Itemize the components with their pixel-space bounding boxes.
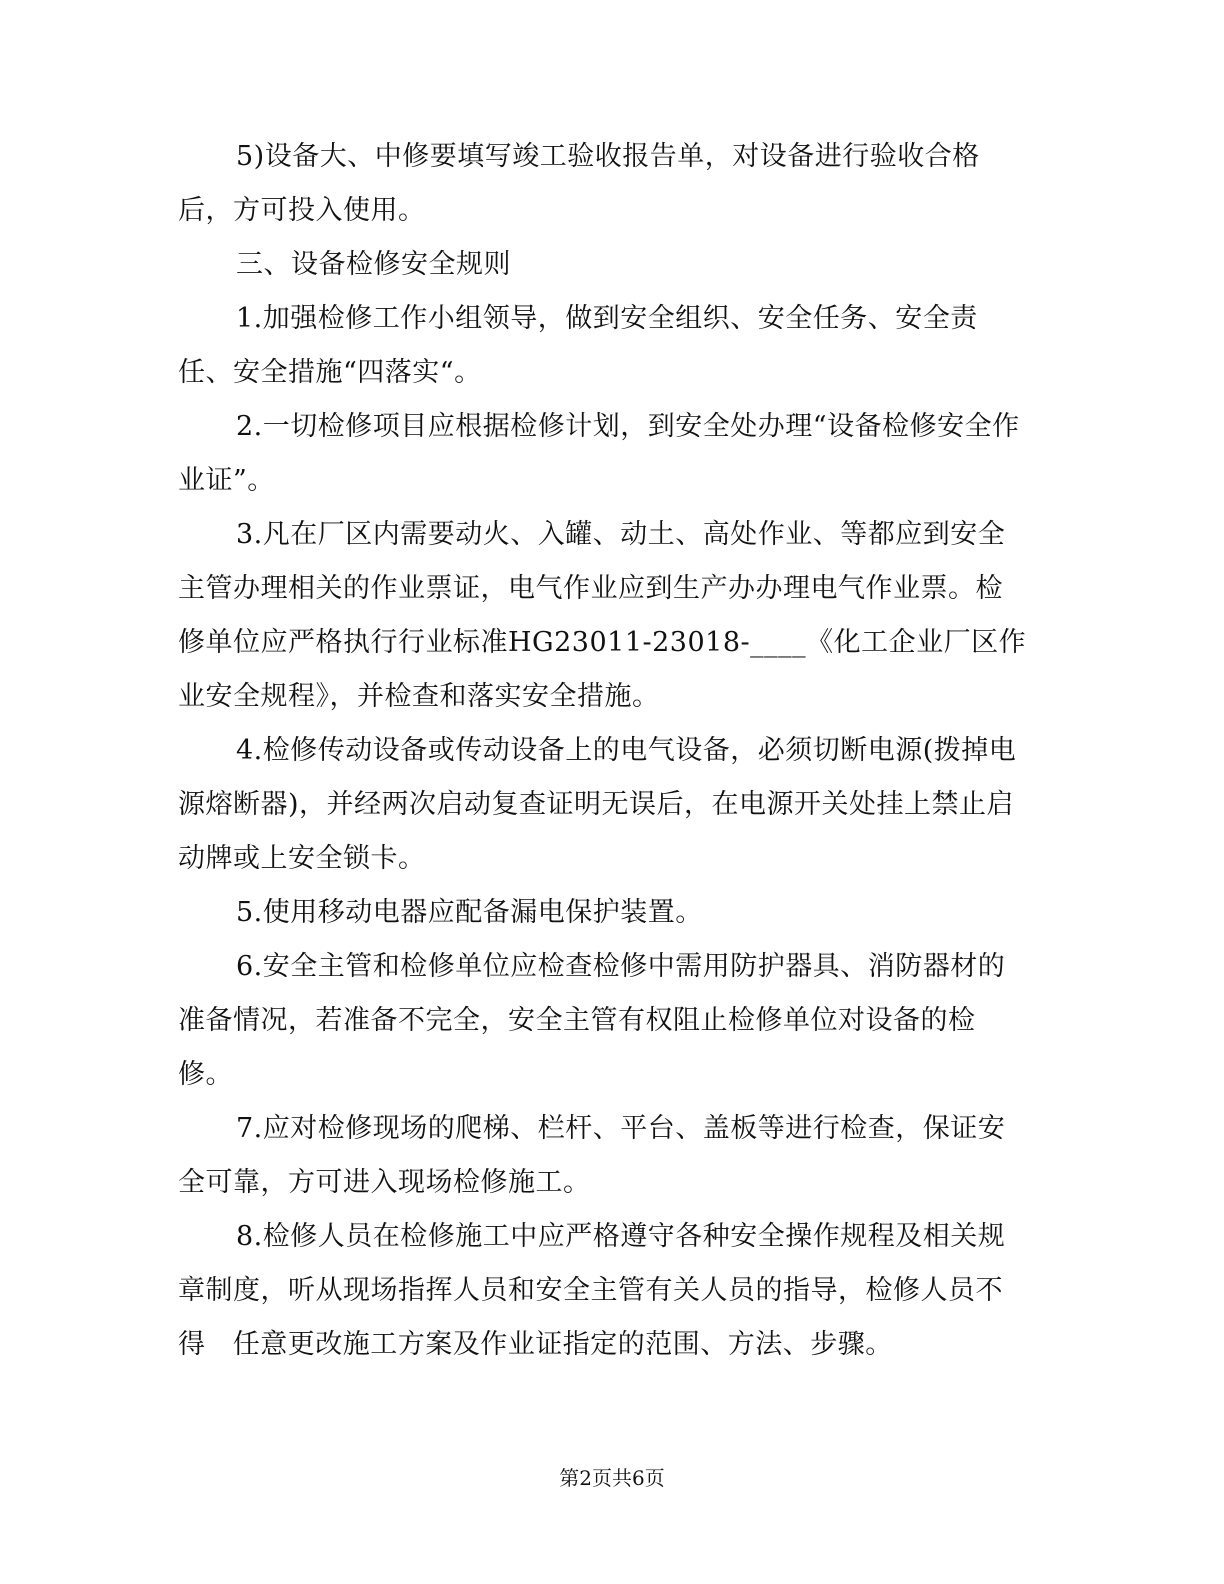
paragraph-rule-3: 3.凡在厂区内需要动火、入罐、动土、高处作业、等都应到安全主管办理相关的作业票证，电气作业应到生产办办理电气作业票。检修单位应严格执行行业标准HG23011-23018-____《化工企业厂区作业安全规程》，并检查和落实安全措施。 [178, 519, 1027, 712]
page-number-footer: 第2页共6页 [559, 1466, 665, 1490]
paragraph-item-5-acceptance: 5)设备大、中修要填写竣工验收报告单，对设备进行验收合格后，方可投入使用。 [178, 141, 980, 226]
paragraph-rule-7: 7.应对检修现场的爬梯、栏杆、平台、盖板等进行检查，保证安全可靠，方可进入现场检修施工。 [178, 1113, 1006, 1198]
paragraph-rule-1: 1.加强检修工作小组领导，做到安全组织、安全任务、安全责任、安全措施“四落实“。 [178, 303, 978, 388]
paragraph-rule-2: 2.一切检修项目应根据检修计划，到安全处办理“设备检修安全作业证”。 [178, 411, 1020, 496]
paragraph-rule-6: 6.安全主管和检修单位应检查检修中需用防护器具、消防器材的准备情况，若准备不完全，安全主管有权阻止检修单位对设备的检修。 [178, 951, 1006, 1090]
body-text [178, 130, 1028, 1372]
paragraph-rule-4: 4.检修传动设备或传动设备上的电气设备，必须切断电源(拨掉电源熔断器)，并经两次启动复查证明无误后，在电源开关处挂上禁止启动牌或上安全锁卡。 [178, 735, 1017, 874]
paragraph-rule-8: 8.检修人员在检修施工中应严格遵守各种安全操作规程及相关规章制度，听从现场指挥人员和安全主管有关人员的指导，检修人员不得 任意更改施工方案及作业证指定的范围、方法、步骤。 [178, 1221, 1006, 1360]
section-heading: 三、设备检修安全规则 [236, 249, 511, 280]
paragraph-rule-5: 5.使用移动电器应配备漏电保护装置。 [236, 897, 703, 928]
